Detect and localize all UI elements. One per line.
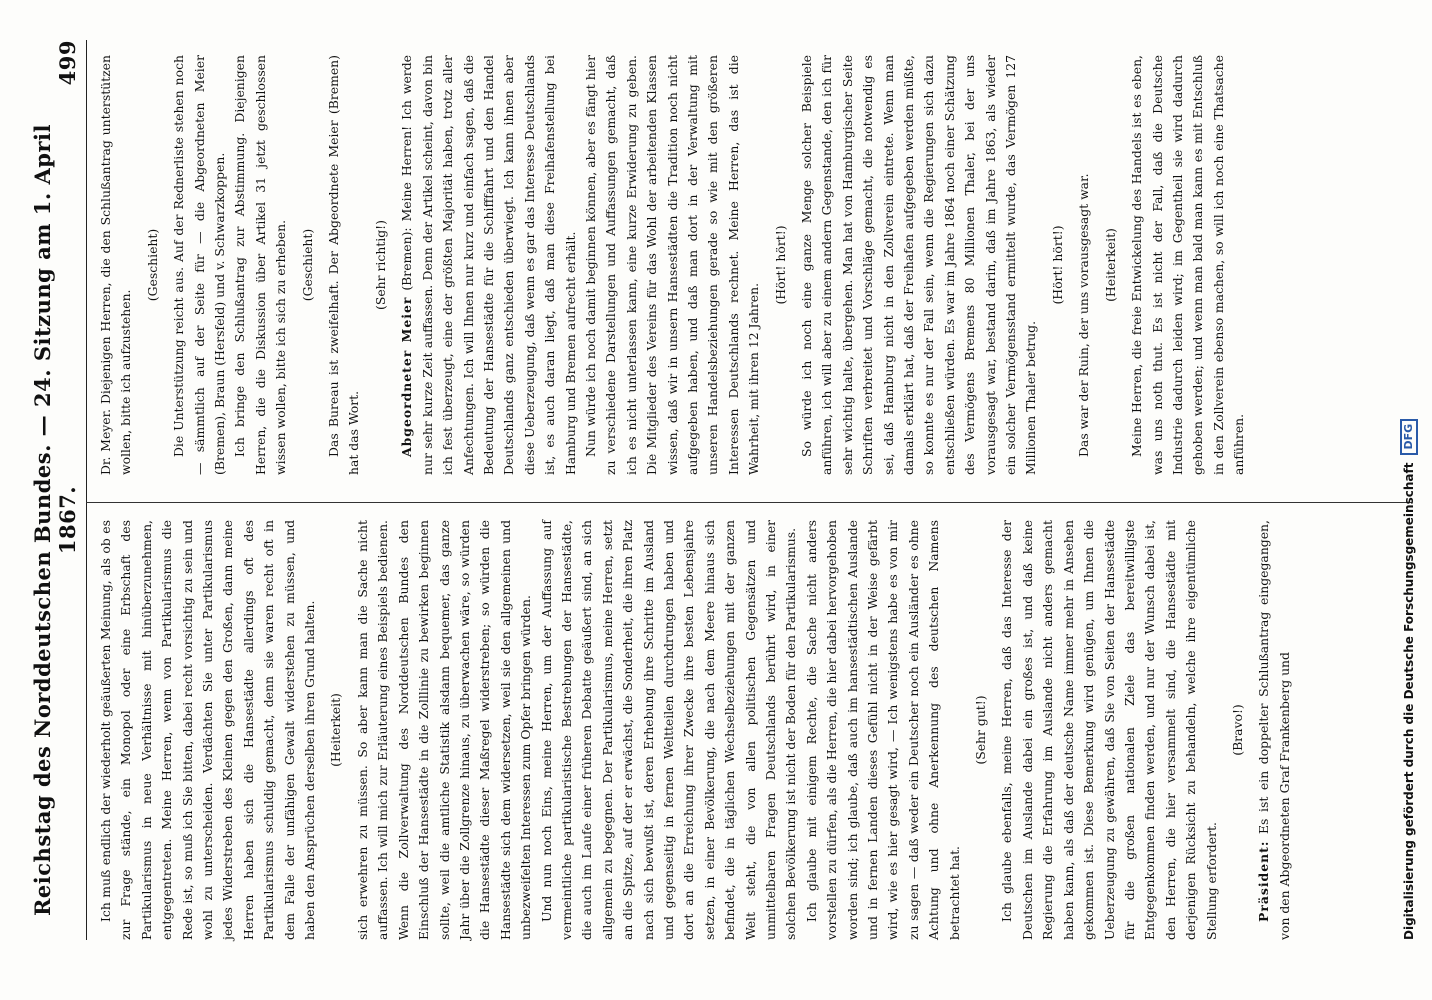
right-column xyxy=(96,55,1250,475)
paragraph: So würde ich noch eine ganze Menge solcher Beispiele anführen, ich will aber zu einem andern Gegenstande, den ich für sehr wichtig halte, übergehen. Man hat von Hamburgischer Seite Schriften verbreitet und Vorschläge gemacht, die notwendig es sei, daß Hamburg nicht in den Zollverein eintrete. Wenn man damals erklärt hat, daß der Freihafen aufgegeben werden müßte, so konnte es nur der Fall sein, wenn die Regierungen sich dazu entschließen würden. Es war im Jahre 1864 noch einer Schätzung des Vermögens Bremens 80 Millionen Thaler, bei der uns vorausgesagt war, bestand darin, daß im Jahre 1863, als wieder ein solcher Vermögensstand ermittelt wurde, das Vermögen 127 Millionen Thaler betrug. xyxy=(799,55,1039,475)
paragraph: Ich bringe den Schlußantrag zur Abstimmung. Diejenigen Herren, die die Diskussion über Artikel 31 jetzt geschlossen wissen wollen, bitte ich sich zu erheben. xyxy=(232,55,289,475)
digitization-credit xyxy=(1400,419,1418,940)
paragraph: Ich muß endlich der wiederholt geäußerten Meinung, als ob es zur Frage stände, ein Monopol oder eine Erbschaft des Partikularismus in neue Verhältnisse mit hinüberzunehmen, entgegentreten. Meine Herren, wenn von Partikularismus die Rede ist, so muß ich Sie bitten, dabei recht vorsichtig zu sein und wohl zu unterscheiden. Verdächten Sie unter Partikularismus jedes Widerstreben des Kleinen gegen den Großen, dann meine Herren haben sich die Hansestädte allerdings oft des Partikularismus schuldig gemacht, denn sie waren recht oft in dem Falle der unfähigen Gewalt widerstehen zu müssen, und haben den Ansprüchen derselben ihren Grund halten. xyxy=(98,520,318,940)
page-header xyxy=(30,40,80,940)
interjection: (Sehr richtig!) xyxy=(372,220,388,310)
left-column xyxy=(96,520,1295,940)
paragraph: Meine Herren, die freie Entwickelung des Handels ist es eben, was uns noth thut. Es ist nicht der Fall, daß die Deutsche Industrie dadurch leiden wird; im Gegentheil sie wird dadurch gehoben werden; und wenn man bald man kann es mit Entschluß in den Zollverein ebenso machen, so will ich noch eine Thatsache anführen. xyxy=(1129,55,1247,475)
speaker-paragraph xyxy=(397,55,581,475)
page-title: Reichstag des Norddeutschen Bundes. — 24. Sitzung am 1. April 1867. xyxy=(30,123,80,917)
interjection: (Heiterkeit) xyxy=(328,693,344,767)
interjection: (Sehr gut!) xyxy=(973,695,989,765)
paragraph: Und nun noch Eins, meine Herren, um der Auffassung auf vermeintliche partikularistische Bestrebungen der Hansestädte, die auch im Laufe einer früheren Debatte geäußert sind, an sich allgemein zu begegnen. Der Partikularismus, meine Herren, setzt an die Spitze, auf der er erwächst, die Sonderheit, die ihren Platz nach sich bewußt ist, deren Erhebung ihre Schritte im Ausland und gegenseitig in fernen Weltteilen durchdrungen haben und dort an die Erreichung ihrer Zwecke ihre besten Lebensjahre setzen, in einer Bevölkerung, die nach dem Meere hinaus sich befindet, die in täglichen Wechselbeziehungen mit der ganzen Welt steht, die von allen politischen Gegensätzen und unmittelbaren Fragen Deutschlands berührt wird, in einer solchen Bevölkerung ist nicht der Boden für den Partikularismus. xyxy=(538,520,799,940)
credit-text: Digitalisierung gefördert durch die Deutsche Forschungsgemeinschaft xyxy=(1402,462,1416,940)
interjection: (Heiterkeit) xyxy=(1102,228,1118,302)
paragraph: Die Unterstützung reicht aus. Auf der Rednerliste stehen noch — sämmtlich auf der Seite für — die Abgeordneten Meier (Bremen), Braun (Hersfeld) und v. Schwarzkoppen. xyxy=(171,55,228,475)
speaker-name: Abgeordneter Meier xyxy=(399,296,415,457)
interjection: (Geschieht) xyxy=(144,228,160,302)
paragraph: sich erwehren zu müssen. So aber kann man die Sache nicht auffassen. Ich will mich zur Erläuterung eines Beispiels bedienen. Wenn die Zollverwaltung des Norddeutschen Bundes den Einschluß der Hansestädte in die Zolllinie zu bewirken beginnen sollte, weil die amtliche Statistik alsdann bequemer, das ganze Jahr über die Zollgrenze hinaus, zu überwachen wäre, so würden die Hansestädte dieser Maßregel widerstreben; so würden die Hansestädte sich dem widersetzen, weil sie den allgemeinen und unbezweifelten Interessen zum Opfer bringen würden. xyxy=(354,520,534,940)
interjection: (Geschieht) xyxy=(299,228,315,302)
column-divider xyxy=(86,502,1412,503)
paragraph: Das war der Ruin, der uns vorausgesagt war. xyxy=(1076,173,1092,457)
speaker-text: (Bremen): Meine Herren! Ich werde nur sehr kurze Zeit auffassen. Denn der Artikel scheint, davon bin ich fest überzeugt, eine der größten Majorität haben, trotz aller Anfechtungen. Ich will Ihnen nur kurz und einfach sagen, daß die Bedeutung der Hansestädte für die Schifffahrt und den Handel Deutschlands ganz entschieden überwiegt. Ich kann ihnen aber diese Ueberzeugung, daß wenn es gar das Interesse Deutschlands ist, es auch daran liegt, daß man diese Freihafenstellung bei Hamburg und Bremen aufrecht erhält. xyxy=(399,55,578,475)
speaker-paragraph xyxy=(1254,520,1295,940)
paragraph: Ich glaube ebenfalls, meine Herren, daß das Interesse der Deutschen im Auslande dabei ein großes ist, und daß keine Regierung die Erfahrung im Auslande nicht anders gemacht haben kann, als daß der deutsche Name immer mehr in Ansehen gekommen ist. Diese Bemerkung wird genügen, um Ihnen die Ueberzeugung zu gewähren, daß Sie von Seiten der Hansestädte für die großen nationalen Ziele das bereitwilligste Entgegenkommen finden werden, und nur der Wunsch dabei ist, den Herren, die hier versammelt sind, die Hansestädte mit derjenigen Rücksicht zu behandeln, welche ihre eigentümliche Stellung erfordert. xyxy=(999,520,1219,940)
page-number: 499 xyxy=(55,40,80,86)
speaker-text: Es ist ein doppelter Schlußantrag eingegangen, von den Abgeordneten Graf Frankenberg und xyxy=(1256,520,1292,940)
dfg-logo: DFG xyxy=(1400,419,1418,455)
paragraph: Das Bureau ist zweifelhaft. Der Abgeordnete Meier (Bremen) hat das Wort. xyxy=(326,55,362,475)
interjection: (Hört! hört!) xyxy=(772,225,788,305)
paragraph: Ich glaube mit einigem Rechte, die Sache nicht anders vorstellen zu dürfen, als die Herren, die hier dabei hervorgehoben worden sind; ich glaube, daß auch im hansestädtischen Auslande und in fernen Landen dieses Gefühl nicht in der Weise gefärbt wird, wie es hier gesagt wird, — Ich wenigstens habe es von mir zu sagen — daß weder ein Deutscher noch ein Ausländer es ohne Achtung und ohne Anerkennung des deutschen Namens betrachtet hat. xyxy=(803,520,962,940)
paragraph: Nun würde ich noch damit beginnen können, aber es fängt hier zu verschiedene Darstellungen und Auffassungen gemacht, daß ich es nicht unterlassen kann, eine kurze Erwiderung zu geben. Die Mitglieder des Vereins für das Wohl der arbeitenden Klassen wissen, daß wir in unsern Hansestädten die Tradition noch nicht aufgegeben haben, und daß man dort in der Verwaltung mit unseren Handelsbeziehungen gerade so wie mit den größeren Interessen Deutschlands rechnet. Meine Herren, das ist die Wahrheit, mit ihren 12 Jahren. xyxy=(582,55,762,475)
interjection: (Bravo!) xyxy=(1229,704,1245,756)
header-rule xyxy=(86,40,87,940)
paragraph: Dr. Meyer. Diejenigen Herren, die den Schlußantrag unterstützen wollen, bitte ich aufzustehen. xyxy=(98,55,134,475)
speaker-name: Präsident: xyxy=(1256,840,1272,922)
interjection: (Hört! hört!) xyxy=(1049,225,1065,305)
